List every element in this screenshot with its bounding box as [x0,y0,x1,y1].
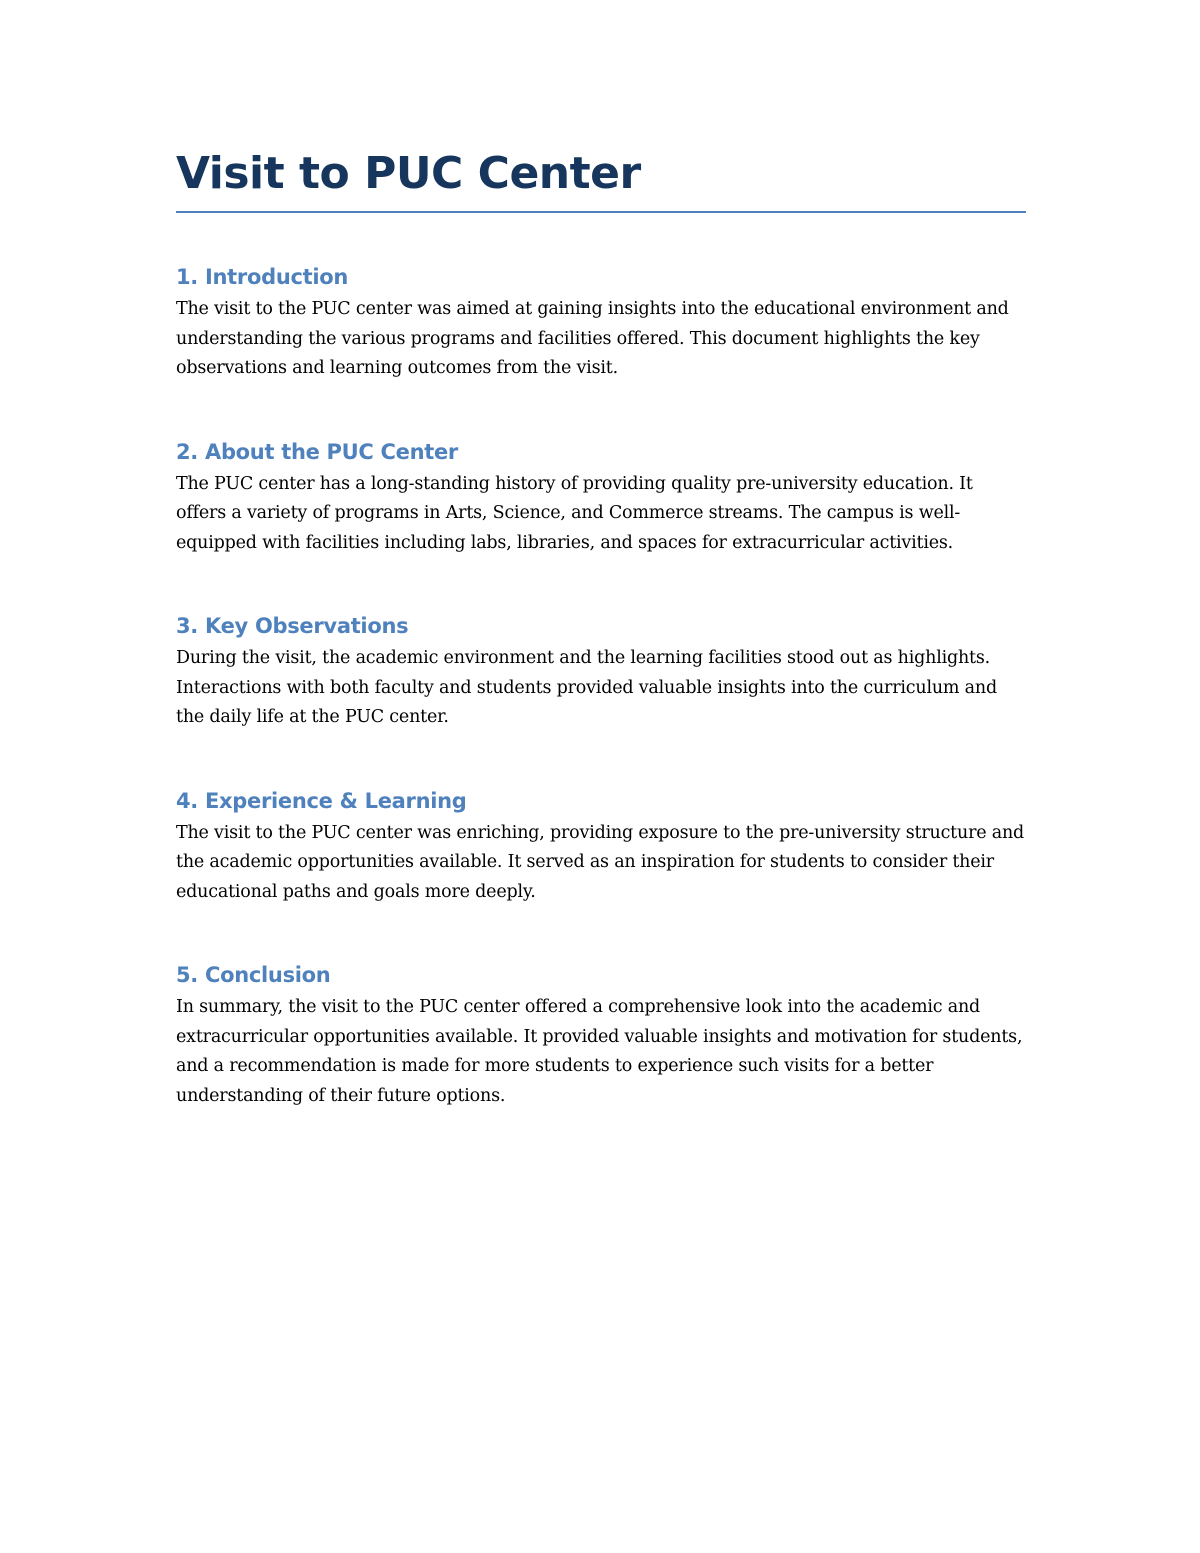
document-page [176,145,1026,1111]
section-conclusion [176,961,1026,1111]
section-body: The PUC center has a long-standing history of providing quality pre-university education. It offers a variety of programs in Arts, Science, and Commerce streams. The campus is well-equipped with facilities including labs, libraries, and spaces for extracurricular activities. [176,473,973,553]
section-body: In summary, the visit to the PUC center offered a comprehensive look into the academic and extracurricular opportunities available. It provided valuable insights and motivation for students, and a recommendation is made for more students to experience such visits for a better understanding of their future options. [176,997,1023,1106]
section-introduction [176,263,1026,384]
section-key-observations [176,612,1026,733]
section-experience-learning [176,787,1026,908]
section-body: The visit to the PUC center was aimed at gaining insights into the educational environment and understanding the various programs and facilities offered. This document highlights the key observations and learning outcomes from the visit. [176,299,1009,378]
section-body: During the visit, the academic environment and the learning facilities stood out as highlights. Interactions with both faculty and students provided valuable insights into the curriculum and the daily life at the PUC center. [176,648,997,727]
section-heading: 1. Introduction [176,265,349,289]
section-heading: 3. Key Observations [176,614,409,638]
section-heading: 2. About the PUC Center [176,439,458,464]
document-title: Visit to PUC Center [176,145,1026,213]
section-about [176,438,1026,559]
section-heading: 4. Experience & Learning [176,788,467,813]
section-heading: 5. Conclusion [176,963,331,987]
section-body: The visit to the PUC center was enriching, providing exposure to the pre-university structure and the academic opportunities available. It served as an inspiration for students to consider their educational paths and goals more deeply. [176,822,1025,902]
